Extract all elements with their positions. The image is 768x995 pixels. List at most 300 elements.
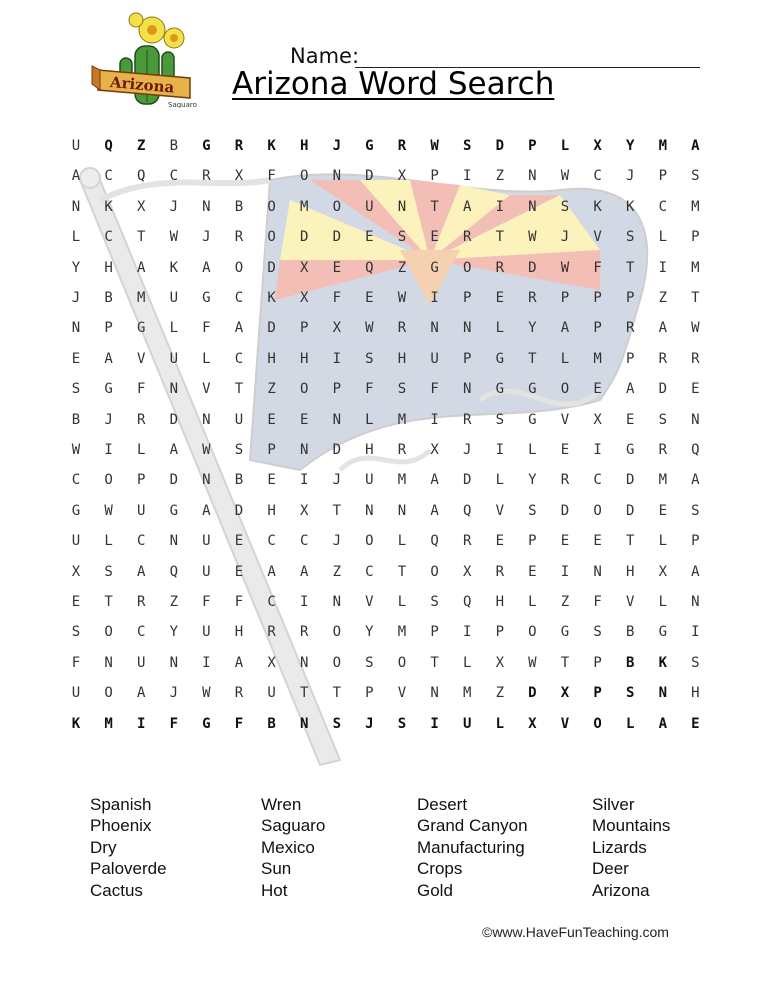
- grid-letter[interactable]: Q: [430, 533, 439, 550]
- grid-letter[interactable]: F: [202, 320, 211, 337]
- grid-letter[interactable]: F: [136, 381, 146, 398]
- grid-letter[interactable]: I: [104, 442, 113, 458]
- grid-letter[interactable]: D: [625, 472, 635, 489]
- grid-letter[interactable]: R: [495, 259, 505, 276]
- grid-letter[interactable]: B: [71, 411, 81, 428]
- grid-letter[interactable]: E: [430, 229, 439, 246]
- grid-letter[interactable]: O: [104, 685, 113, 702]
- grid-letter[interactable]: U: [202, 533, 211, 550]
- grid-letter[interactable]: S: [462, 138, 472, 154]
- grid-letter[interactable]: S: [593, 624, 602, 641]
- grid-letter[interactable]: O: [332, 654, 342, 671]
- grid-letter[interactable]: P: [691, 229, 700, 246]
- grid-letter[interactable]: X: [299, 259, 309, 276]
- grid-letter[interactable]: D: [462, 472, 472, 489]
- grid-letter[interactable]: O: [104, 624, 113, 641]
- grid-letter[interactable]: E: [267, 472, 276, 489]
- grid-letter[interactable]: R: [462, 533, 472, 550]
- grid-letter[interactable]: J: [169, 685, 179, 702]
- grid-letter[interactable]: O: [332, 198, 342, 215]
- grid-letter[interactable]: C: [169, 168, 179, 185]
- grid-letter[interactable]: O: [593, 715, 602, 732]
- grid-letter[interactable]: X: [136, 198, 146, 215]
- grid-letter[interactable]: J: [462, 442, 472, 458]
- grid-letter[interactable]: B: [104, 290, 113, 306]
- grid-letter[interactable]: R: [234, 229, 244, 246]
- grid-letter[interactable]: T: [430, 198, 439, 215]
- grid-letter[interactable]: L: [528, 594, 537, 610]
- grid-letter[interactable]: H: [267, 502, 276, 519]
- grid-letter[interactable]: N: [691, 411, 700, 428]
- grid-letter[interactable]: W: [528, 229, 537, 246]
- grid-letter[interactable]: T: [136, 229, 146, 246]
- grid-letter[interactable]: V: [593, 229, 602, 246]
- grid-letter[interactable]: L: [202, 350, 211, 367]
- grid-letter[interactable]: T: [528, 350, 537, 367]
- grid-letter[interactable]: G: [71, 502, 81, 519]
- grid-letter[interactable]: P: [691, 533, 700, 550]
- grid-letter[interactable]: L: [169, 320, 179, 337]
- grid-letter[interactable]: W: [691, 320, 700, 337]
- grid-letter[interactable]: U: [267, 685, 276, 702]
- grid-letter[interactable]: K: [593, 198, 602, 215]
- grid-letter[interactable]: W: [104, 502, 113, 519]
- grid-letter[interactable]: Y: [528, 472, 537, 489]
- grid-letter[interactable]: I: [691, 624, 700, 641]
- grid-letter[interactable]: A: [462, 198, 472, 215]
- grid-letter[interactable]: O: [299, 168, 309, 185]
- grid-letter[interactable]: S: [691, 654, 700, 671]
- grid-letter[interactable]: E: [332, 259, 342, 276]
- grid-letter[interactable]: V: [560, 411, 570, 428]
- grid-letter[interactable]: H: [365, 442, 374, 458]
- grid-letter[interactable]: D: [625, 502, 635, 519]
- grid-letter[interactable]: I: [430, 411, 439, 428]
- grid-letter[interactable]: L: [397, 594, 407, 610]
- grid-letter[interactable]: P: [136, 472, 146, 489]
- grid-letter[interactable]: O: [462, 259, 472, 276]
- grid-letter[interactable]: J: [169, 198, 179, 215]
- grid-letter[interactable]: P: [430, 168, 439, 185]
- grid-letter[interactable]: I: [299, 472, 309, 489]
- grid-letter[interactable]: V: [625, 594, 635, 610]
- grid-letter[interactable]: D: [169, 472, 179, 489]
- grid-letter[interactable]: P: [299, 320, 309, 337]
- grid-letter[interactable]: L: [136, 442, 146, 458]
- grid-letter[interactable]: R: [560, 472, 570, 489]
- grid-letter[interactable]: K: [267, 290, 276, 306]
- grid-letter[interactable]: U: [202, 563, 211, 580]
- grid-letter[interactable]: L: [104, 533, 113, 550]
- grid-letter[interactable]: N: [462, 320, 472, 337]
- grid-letter[interactable]: J: [332, 533, 342, 550]
- grid-letter[interactable]: Q: [104, 138, 113, 154]
- grid-letter[interactable]: I: [332, 350, 342, 367]
- grid-letter[interactable]: K: [625, 198, 635, 215]
- grid-letter[interactable]: U: [365, 198, 374, 215]
- grid-letter[interactable]: H: [397, 350, 407, 367]
- grid-letter[interactable]: L: [365, 411, 374, 428]
- grid-letter[interactable]: Q: [136, 168, 146, 185]
- grid-letter[interactable]: K: [658, 654, 668, 671]
- grid-letter[interactable]: X: [332, 320, 342, 337]
- grid-letter[interactable]: C: [136, 533, 146, 550]
- grid-letter[interactable]: C: [593, 168, 602, 185]
- grid-letter[interactable]: O: [234, 259, 244, 276]
- grid-letter[interactable]: F: [71, 654, 81, 671]
- grid-letter[interactable]: C: [234, 350, 244, 367]
- grid-letter[interactable]: P: [625, 350, 635, 367]
- grid-letter[interactable]: C: [267, 594, 276, 610]
- grid-letter[interactable]: E: [560, 533, 570, 550]
- grid-letter[interactable]: C: [234, 290, 244, 306]
- grid-letter[interactable]: L: [397, 533, 407, 550]
- grid-letter[interactable]: N: [202, 198, 211, 215]
- grid-letter[interactable]: A: [202, 502, 211, 519]
- grid-letter[interactable]: H: [234, 624, 244, 641]
- grid-letter[interactable]: R: [234, 685, 244, 702]
- grid-letter[interactable]: Z: [169, 594, 179, 610]
- grid-letter[interactable]: U: [136, 654, 146, 671]
- grid-letter[interactable]: L: [71, 229, 81, 246]
- grid-letter[interactable]: K: [169, 259, 179, 276]
- grid-letter[interactable]: P: [267, 442, 276, 458]
- grid-letter[interactable]: L: [528, 442, 537, 458]
- grid-letter[interactable]: G: [528, 411, 537, 428]
- grid-letter[interactable]: M: [299, 198, 309, 215]
- grid-letter[interactable]: V: [495, 502, 505, 519]
- grid-letter[interactable]: H: [625, 563, 635, 580]
- grid-letter[interactable]: C: [104, 229, 113, 246]
- grid-letter[interactable]: T: [625, 259, 635, 276]
- grid-letter[interactable]: P: [365, 685, 374, 702]
- grid-letter[interactable]: P: [462, 350, 472, 367]
- grid-letter[interactable]: B: [234, 472, 244, 489]
- grid-letter[interactable]: I: [430, 715, 439, 732]
- grid-letter[interactable]: N: [299, 442, 309, 458]
- grid-letter[interactable]: E: [691, 381, 700, 398]
- grid-letter[interactable]: R: [397, 320, 407, 337]
- grid-letter[interactable]: D: [528, 685, 537, 702]
- grid-letter[interactable]: J: [625, 168, 635, 185]
- grid-letter[interactable]: F: [593, 594, 602, 610]
- grid-letter[interactable]: D: [365, 168, 374, 185]
- grid-letter[interactable]: R: [136, 411, 146, 428]
- grid-letter[interactable]: A: [560, 320, 570, 337]
- grid-letter[interactable]: Z: [560, 594, 570, 610]
- grid-letter[interactable]: W: [202, 442, 211, 458]
- grid-letter[interactable]: B: [234, 198, 244, 215]
- grid-letter[interactable]: R: [136, 594, 146, 610]
- grid-letter[interactable]: I: [299, 594, 309, 610]
- grid-letter[interactable]: N: [658, 685, 668, 702]
- grid-letter[interactable]: O: [104, 472, 113, 489]
- grid-letter[interactable]: R: [658, 350, 668, 367]
- grid-letter[interactable]: A: [136, 563, 146, 580]
- grid-letter[interactable]: N: [71, 198, 81, 215]
- grid-letter[interactable]: A: [430, 502, 439, 519]
- grid-letter[interactable]: B: [169, 138, 179, 154]
- grid-letter[interactable]: N: [528, 198, 537, 215]
- grid-letter[interactable]: A: [691, 138, 700, 154]
- grid-letter[interactable]: I: [430, 290, 439, 306]
- grid-letter[interactable]: K: [104, 198, 113, 215]
- grid-letter[interactable]: M: [658, 138, 668, 154]
- grid-letter[interactable]: D: [332, 442, 342, 458]
- grid-letter[interactable]: Q: [169, 563, 179, 580]
- grid-letter[interactable]: O: [560, 381, 570, 398]
- grid-letter[interactable]: G: [202, 138, 211, 154]
- grid-letter[interactable]: Y: [169, 624, 179, 641]
- grid-letter[interactable]: G: [495, 350, 505, 367]
- grid-letter[interactable]: G: [495, 381, 505, 398]
- grid-letter[interactable]: A: [136, 685, 146, 702]
- grid-letter[interactable]: I: [462, 168, 472, 185]
- grid-letter[interactable]: E: [560, 442, 570, 458]
- grid-letter[interactable]: E: [528, 563, 537, 580]
- grid-letter[interactable]: F: [202, 594, 211, 610]
- grid-letter[interactable]: U: [234, 411, 244, 428]
- grid-letter[interactable]: S: [658, 411, 668, 428]
- grid-letter[interactable]: B: [625, 654, 635, 671]
- grid-letter[interactable]: I: [202, 654, 211, 671]
- grid-letter[interactable]: U: [136, 502, 146, 519]
- grid-letter[interactable]: Y: [625, 138, 635, 154]
- grid-letter[interactable]: C: [299, 533, 309, 550]
- grid-letter[interactable]: S: [397, 381, 407, 398]
- grid-letter[interactable]: I: [462, 624, 472, 641]
- grid-letter[interactable]: N: [430, 685, 439, 702]
- grid-letter[interactable]: P: [625, 290, 635, 306]
- grid-letter[interactable]: F: [332, 290, 342, 306]
- grid-letter[interactable]: G: [658, 624, 668, 641]
- grid-letter[interactable]: T: [430, 654, 439, 671]
- grid-letter[interactable]: X: [658, 563, 668, 580]
- grid-letter[interactable]: E: [365, 229, 374, 246]
- grid-letter[interactable]: F: [267, 168, 276, 185]
- grid-letter[interactable]: L: [560, 350, 570, 367]
- grid-letter[interactable]: L: [560, 138, 570, 154]
- grid-letter[interactable]: A: [625, 381, 635, 398]
- grid-letter[interactable]: Z: [495, 685, 505, 702]
- grid-letter[interactable]: Z: [267, 381, 276, 398]
- grid-letter[interactable]: M: [397, 472, 407, 489]
- grid-letter[interactable]: S: [691, 502, 700, 519]
- grid-letter[interactable]: G: [560, 624, 570, 641]
- grid-letter[interactable]: H: [299, 138, 309, 154]
- grid-letter[interactable]: N: [169, 381, 179, 398]
- grid-letter[interactable]: M: [691, 198, 700, 215]
- grid-letter[interactable]: I: [560, 563, 570, 580]
- grid-letter[interactable]: P: [104, 320, 113, 337]
- grid-letter[interactable]: A: [234, 320, 244, 337]
- grid-letter[interactable]: U: [71, 533, 81, 550]
- grid-letter[interactable]: P: [332, 381, 342, 398]
- grid-letter[interactable]: R: [267, 624, 276, 641]
- grid-letter[interactable]: S: [365, 350, 374, 367]
- grid-letter[interactable]: M: [136, 290, 146, 306]
- grid-letter[interactable]: J: [104, 411, 113, 428]
- grid-letter[interactable]: S: [71, 381, 81, 398]
- grid-letter[interactable]: Q: [462, 502, 472, 519]
- grid-letter[interactable]: R: [625, 320, 635, 337]
- grid-letter[interactable]: U: [71, 138, 81, 154]
- grid-letter[interactable]: P: [430, 624, 439, 641]
- grid-letter[interactable]: A: [104, 350, 113, 367]
- grid-letter[interactable]: L: [658, 229, 668, 246]
- grid-letter[interactable]: G: [202, 715, 211, 732]
- grid-letter[interactable]: A: [136, 259, 146, 276]
- grid-letter[interactable]: N: [332, 168, 342, 185]
- grid-letter[interactable]: C: [104, 168, 113, 185]
- grid-letter[interactable]: D: [332, 229, 342, 246]
- grid-letter[interactable]: D: [267, 320, 276, 337]
- grid-letter[interactable]: Z: [332, 563, 342, 580]
- grid-letter[interactable]: E: [658, 502, 668, 519]
- grid-letter[interactable]: C: [593, 472, 602, 489]
- grid-letter[interactable]: K: [71, 715, 81, 732]
- grid-letter[interactable]: S: [625, 229, 635, 246]
- grid-letter[interactable]: L: [495, 320, 505, 337]
- grid-letter[interactable]: C: [658, 198, 668, 215]
- grid-letter[interactable]: W: [560, 259, 570, 276]
- grid-letter[interactable]: D: [234, 502, 244, 519]
- grid-letter[interactable]: M: [397, 624, 407, 641]
- grid-letter[interactable]: S: [625, 685, 635, 702]
- grid-letter[interactable]: X: [495, 654, 505, 671]
- grid-letter[interactable]: P: [462, 290, 472, 306]
- grid-letter[interactable]: L: [495, 715, 505, 732]
- grid-letter[interactable]: A: [202, 259, 211, 276]
- grid-letter[interactable]: P: [593, 685, 602, 702]
- grid-letter[interactable]: C: [71, 472, 81, 489]
- grid-letter[interactable]: B: [625, 624, 635, 641]
- grid-letter[interactable]: J: [560, 229, 570, 246]
- grid-letter[interactable]: N: [202, 472, 211, 489]
- grid-letter[interactable]: P: [560, 290, 570, 306]
- grid-letter[interactable]: C: [136, 624, 146, 641]
- grid-letter[interactable]: E: [495, 290, 505, 306]
- grid-letter[interactable]: C: [365, 563, 374, 580]
- grid-letter[interactable]: R: [691, 350, 700, 367]
- grid-letter[interactable]: A: [299, 563, 309, 580]
- grid-letter[interactable]: F: [234, 715, 244, 732]
- grid-letter[interactable]: G: [365, 138, 374, 154]
- grid-letter[interactable]: F: [430, 381, 439, 398]
- grid-letter[interactable]: W: [202, 685, 211, 702]
- grid-letter[interactable]: Y: [528, 320, 537, 337]
- grid-letter[interactable]: D: [267, 259, 276, 276]
- grid-letter[interactable]: S: [365, 654, 374, 671]
- grid-letter[interactable]: V: [397, 685, 407, 702]
- grid-letter[interactable]: R: [397, 138, 407, 154]
- grid-letter[interactable]: E: [593, 381, 602, 398]
- grid-letter[interactable]: W: [71, 442, 81, 458]
- grid-letter[interactable]: N: [593, 563, 602, 580]
- grid-letter[interactable]: X: [397, 168, 407, 185]
- grid-letter[interactable]: Z: [136, 138, 146, 154]
- grid-letter[interactable]: M: [658, 472, 668, 489]
- grid-letter[interactable]: T: [397, 563, 407, 580]
- grid-letter[interactable]: U: [169, 350, 179, 367]
- grid-letter[interactable]: I: [593, 442, 602, 458]
- grid-letter[interactable]: H: [495, 594, 505, 610]
- grid-letter[interactable]: Q: [365, 259, 374, 276]
- grid-letter[interactable]: O: [267, 198, 276, 215]
- grid-letter[interactable]: F: [593, 259, 602, 276]
- grid-letter[interactable]: I: [495, 198, 505, 215]
- grid-letter[interactable]: P: [528, 138, 537, 154]
- grid-letter[interactable]: P: [495, 624, 505, 641]
- grid-letter[interactable]: A: [169, 442, 179, 458]
- grid-letter[interactable]: Q: [462, 594, 472, 610]
- grid-letter[interactable]: M: [593, 350, 602, 367]
- grid-letter[interactable]: E: [691, 715, 700, 732]
- grid-letter[interactable]: P: [593, 320, 602, 337]
- grid-letter[interactable]: N: [71, 320, 81, 337]
- grid-letter[interactable]: J: [332, 138, 342, 154]
- grid-letter[interactable]: J: [202, 229, 211, 246]
- grid-letter[interactable]: N: [299, 715, 309, 732]
- grid-letter[interactable]: Y: [71, 259, 81, 276]
- grid-letter[interactable]: W: [397, 290, 407, 306]
- grid-letter[interactable]: G: [528, 381, 537, 398]
- grid-letter[interactable]: T: [560, 654, 570, 671]
- grid-letter[interactable]: T: [332, 685, 342, 702]
- grid-letter[interactable]: O: [299, 381, 309, 398]
- grid-letter[interactable]: E: [71, 594, 81, 610]
- grid-letter[interactable]: N: [104, 654, 113, 671]
- grid-letter[interactable]: O: [267, 229, 276, 246]
- grid-letter[interactable]: R: [202, 168, 211, 185]
- grid-letter[interactable]: T: [495, 229, 505, 246]
- grid-letter[interactable]: L: [625, 715, 635, 732]
- grid-letter[interactable]: R: [528, 290, 537, 306]
- grid-letter[interactable]: D: [299, 229, 309, 246]
- grid-letter[interactable]: N: [299, 654, 309, 671]
- grid-letter[interactable]: Z: [397, 259, 407, 276]
- grid-letter[interactable]: H: [267, 350, 276, 367]
- grid-letter[interactable]: P: [593, 654, 602, 671]
- grid-letter[interactable]: S: [691, 168, 700, 185]
- grid-letter[interactable]: T: [104, 594, 113, 610]
- grid-letter[interactable]: N: [397, 198, 407, 215]
- grid-letter[interactable]: S: [234, 442, 244, 458]
- grid-letter[interactable]: D: [169, 411, 179, 428]
- grid-letter[interactable]: P: [528, 533, 537, 550]
- grid-letter[interactable]: N: [169, 654, 179, 671]
- grid-letter[interactable]: I: [495, 442, 505, 458]
- grid-letter[interactable]: G: [625, 442, 635, 458]
- grid-letter[interactable]: X: [267, 654, 276, 671]
- grid-letter[interactable]: G: [136, 320, 146, 337]
- grid-letter[interactable]: W: [430, 138, 439, 154]
- grid-letter[interactable]: S: [560, 198, 570, 215]
- grid-letter[interactable]: V: [136, 350, 146, 367]
- grid-letter[interactable]: R: [299, 624, 309, 641]
- grid-letter[interactable]: V: [365, 594, 374, 610]
- grid-letter[interactable]: O: [332, 624, 342, 641]
- grid-letter[interactable]: F: [234, 594, 244, 610]
- grid-letter[interactable]: C: [267, 533, 276, 550]
- grid-letter[interactable]: V: [560, 715, 570, 732]
- grid-letter[interactable]: A: [430, 472, 439, 489]
- grid-letter[interactable]: D: [495, 138, 505, 154]
- grid-letter[interactable]: A: [691, 563, 700, 580]
- grid-letter[interactable]: N: [332, 411, 342, 428]
- grid-letter[interactable]: M: [397, 411, 407, 428]
- grid-letter[interactable]: Z: [495, 168, 505, 185]
